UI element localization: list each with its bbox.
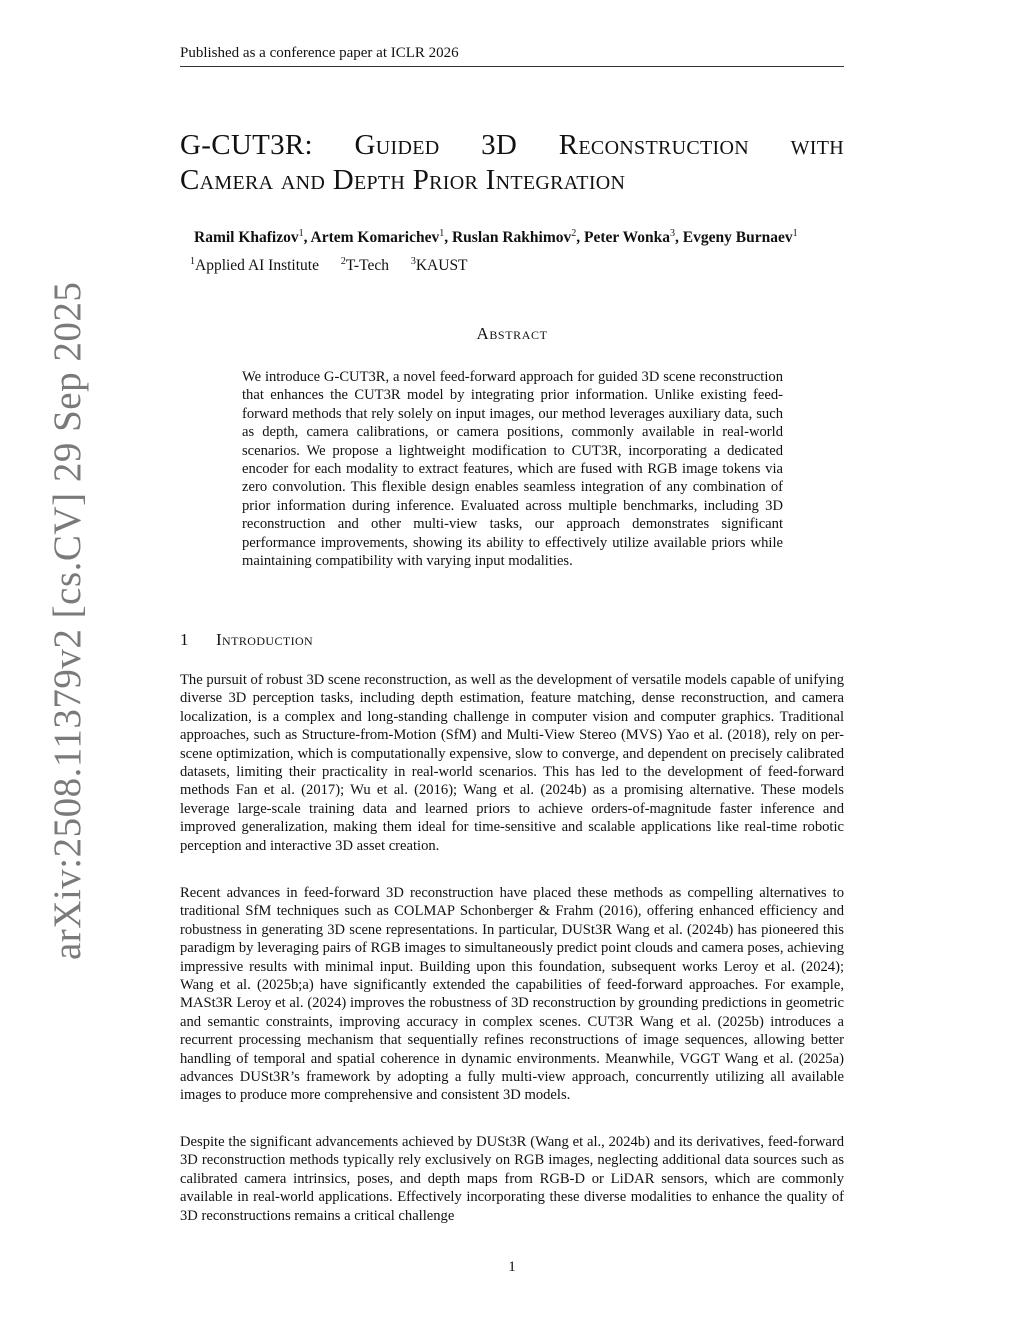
author-affiliation-mark: 3 (670, 227, 676, 239)
author-name: Artem Komarichev (310, 229, 440, 246)
affiliation (411, 257, 468, 274)
author-name: Ramil Khafizov (194, 229, 299, 246)
paper-title-line-2: Camera and Depth Prior Integration (180, 164, 626, 196)
author-separator: , (444, 229, 452, 246)
affiliation-list (190, 256, 790, 276)
author (683, 229, 798, 246)
header-rule (180, 66, 844, 67)
affiliation-name: Applied AI Institute (195, 257, 319, 274)
running-head: Published as a conference paper at ICLR 2026 (180, 45, 459, 61)
paper-title-line-1: G-CUT3R: Guided 3D Reconstruction with (180, 129, 844, 161)
affiliation (341, 257, 389, 274)
author (584, 229, 683, 246)
affiliation-name: KAUST (415, 257, 468, 274)
author-separator: , (675, 229, 683, 246)
affiliation (190, 257, 319, 274)
body-paragraph: Recent advances in feed-forward 3D reconstruction have placed these methods as compelling alternatives to traditional SfM techniques such as COLMAP Schonberger & Frahm (2016), offering enhanced efficiency and robustness in generating 3D scene representations. In particular, DUSt3R Wang et al. (2024b) has pioneered this paradigm by leveraging pairs of RGB images to simultaneously predict point clouds and camera poses, achieving impressive results with minimal input. Building upon this foundation, subsequent works Leroy et al. (2024); Wang et al. (2025b;a) have significantly extended the capabilities of feed-forward approaches. For example, MASt3R Leroy et al. (2024) improves the robustness of 3D reconstruction by grounding predictions in geometric and semantic constraints, improving accuracy in complex scenes. CUT3R Wang et al. (2025b) introduces a recurrent processing mechanism that sequentially refines reconstructions of image sequences, allowing better handling of temporal and spatial coherence in dynamic environments. Meanwhile, VGGT Wang et al. (2025a) advances DUSt3R’s framework by adopting a fully multi-view approach, concurrently utilizing all available images to produce more comprehensive and consistent 3D models. (180, 885, 844, 1104)
affiliation-number: 1 (190, 255, 195, 267)
paper-title (180, 128, 844, 198)
author-affiliation-mark: 2 (571, 227, 577, 239)
author-name: Peter Wonka (584, 229, 671, 246)
author-affiliation-mark: 1 (792, 227, 798, 239)
body-paragraph: The pursuit of robust 3D scene reconstruction, as well as the development of versatile models capable of unifying diverse 3D perception tasks, including depth estimation, feature matching, dense reconstruction, and camera localization, is a complex and long-standing challenge in computer vision and computer graphics. Traditional approaches, such as Structure-from-Motion (SfM) and Multi-View Stereo (MVS) Yao et al. (2018), rely on per-scene optimization, which is computationally expensive, slow to converge, and dependent on precisely calibrated datasets, limiting their practicality in real-world scenarios. This has led to the development of feed-forward methods Fan et al. (2017); Wu et al. (2016); Wang et al. (2024b) as a promising alternative. These models leverage large-scale training data and learned priors to achieve orders-of-magnitude faster inference and improved generalization, making them ideal for time-sensitive and scalable applications like real-time robotic perception and interactive 3D asset creation. (180, 672, 844, 854)
author-separator: , (576, 229, 585, 246)
section-heading-introduction (180, 629, 844, 651)
page-number: 1 (508, 1259, 516, 1275)
author-name: Ruslan Rakhimov (451, 229, 572, 246)
author (194, 229, 311, 246)
author-affiliation-mark: 1 (439, 227, 445, 239)
author (311, 229, 452, 246)
affiliation-name: T-Tech (345, 257, 389, 274)
affiliation-number: 3 (410, 255, 416, 267)
abstract-body: We introduce G-CUT3R, a novel feed-forward approach for guided 3D scene reconstruction that enhances the CUT3R model by integrating prior information. Unlike existing feed-forward methods that rely solely on input images, our method leverages auxiliary data, such as depth, camera calibrations, or camera positions, commonly available in real-world scenarios. We propose a lightweight modification to CUT3R, incorporating a dedicated encoder for each modality to extract features, which are fused with RGB image tokens via zero convolution. This flexible design enables seamless integration of any combination of prior information during inference. Evaluated across multiple benchmarks, including 3D reconstruction and other multi-view tasks, our approach demonstrates significant performance improvements, showing its ability to effectively utilize available priors while maintaining compatibility with varying input modalities. (242, 369, 783, 570)
author-separator: , (303, 229, 311, 246)
author-affiliation-mark: 1 (298, 227, 304, 239)
author-list (194, 228, 874, 248)
author (452, 229, 584, 246)
section-title: Introduction (216, 630, 314, 649)
body-paragraph: Despite the significant advancements achieved by DUSt3R (Wang et al., 2024b) and its derivatives, feed-forward 3D reconstruction methods typically rely exclusively on RGB images, neglecting additional data sources such as calibrated camera intrinsics, poses, and depth maps from RGB-D or LiDAR sensors, which are commonly available in real-world applications. Effectively incorporating these diverse modalities to enhance the quality of 3D reconstructions remains a critical challenge (180, 1134, 844, 1224)
author-name: Evgeny Burnaev (682, 229, 793, 246)
abstract-heading: Abstract (476, 324, 548, 343)
section-number: 1 (180, 630, 189, 649)
arxiv-identifier-stamp: arXiv:2508.11379v2 [cs.CV] 29 Sep 2025 (46, 281, 89, 960)
affiliation-number: 2 (340, 255, 346, 267)
